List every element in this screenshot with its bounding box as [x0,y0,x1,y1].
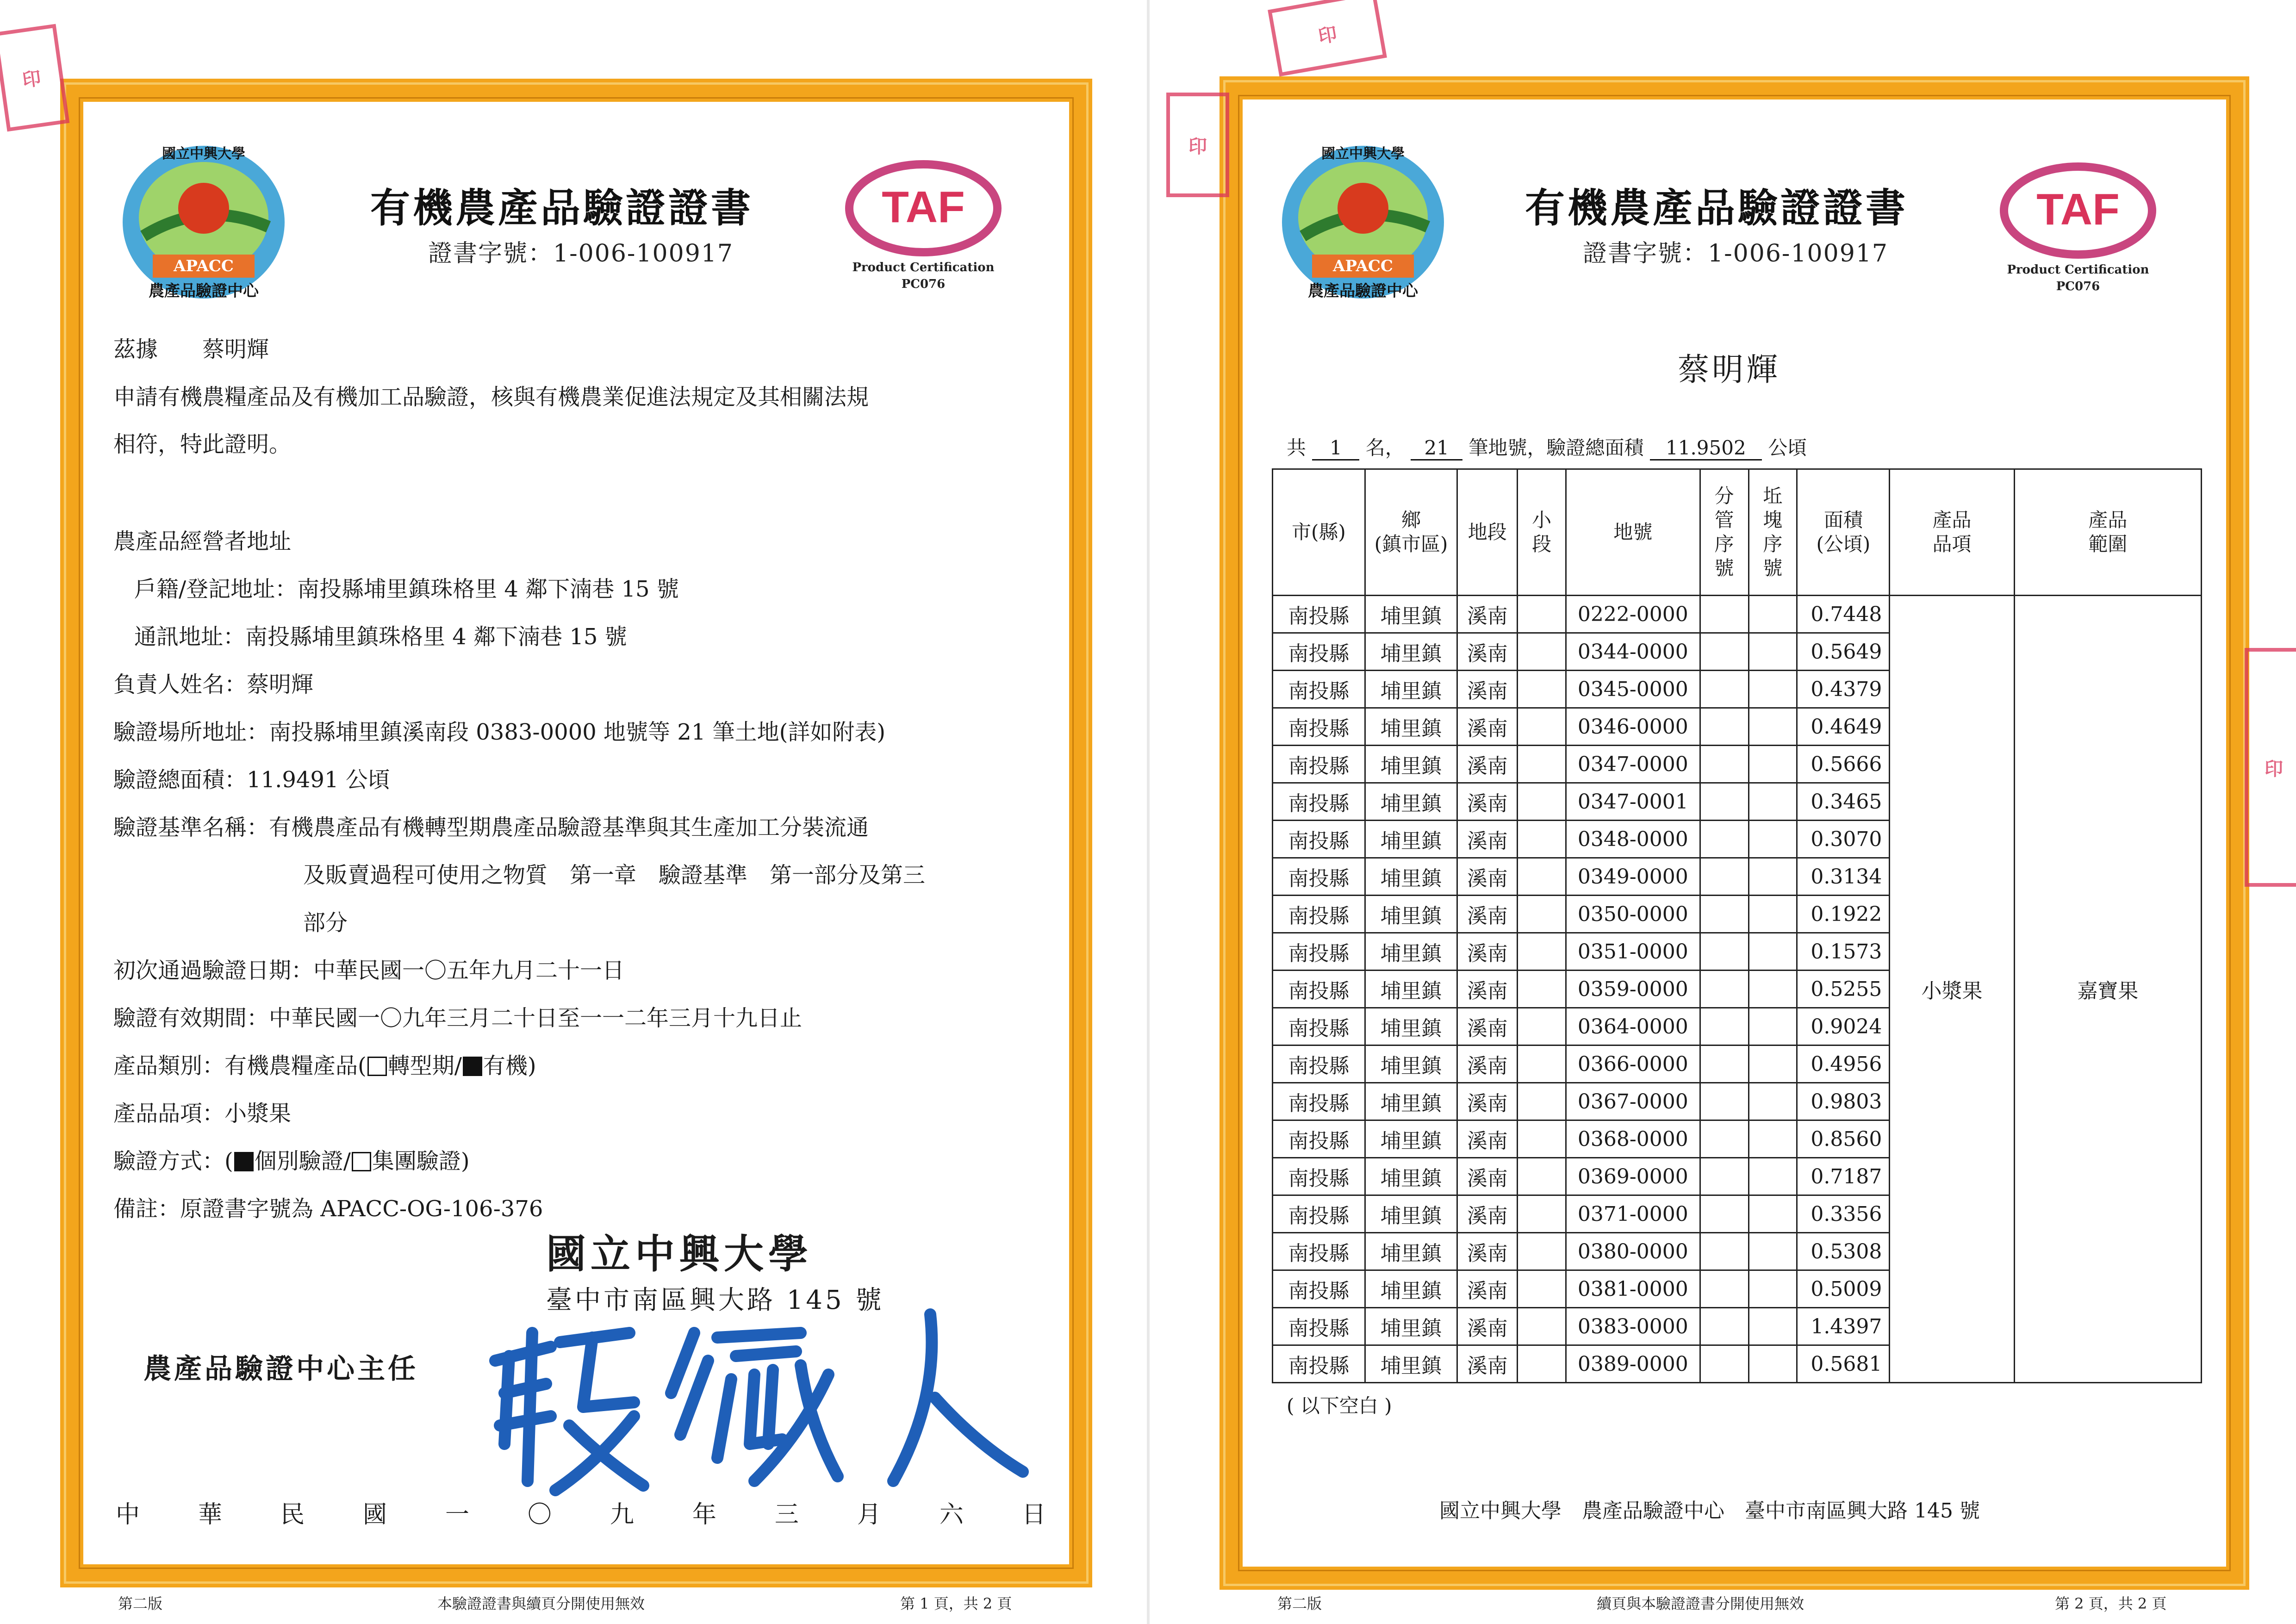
validity-period: 驗證有效期間：中華民國一〇九年三月二十日至一一二年三月十九日止 [113,1005,803,1031]
summary-unit: 公頃 [1768,436,1807,459]
date-char: 華 [198,1501,222,1529]
cell-lot-number: 0351-0000 [1566,933,1700,971]
cell-managed-seq [1700,1158,1748,1195]
date-char: 月 [857,1501,881,1529]
cell-plot-seq [1748,596,1797,633]
cell-area: 0.8560 [1797,1120,1890,1158]
logo-bottom-text: 農產品驗證中心 [1308,282,1418,300]
cell-county: 南投縣 [1273,596,1365,633]
cell-area: 0.1922 [1797,896,1890,933]
cell-section: 溪南 [1457,1195,1518,1233]
cell-managed-seq [1700,1120,1748,1158]
cell-township: 埔里鎮 [1365,1008,1457,1045]
certificate-title: 有機農產品驗證證書 [1525,185,1908,231]
summary-plots-label: 筆地號，驗證總面積 [1468,436,1644,459]
table-row [1273,596,2202,633]
date-char: 〇 [527,1501,552,1529]
cell-subsection [1518,971,1566,1008]
cell-township: 埔里鎮 [1365,746,1457,783]
cell-area: 0.5308 [1797,1233,1890,1270]
cell-county: 南投縣 [1273,1158,1365,1195]
cell-area: 0.5681 [1797,1345,1890,1383]
center-address-line: 國立中興大學 農產品驗證中心 臺中市南區興大路 145 號 [1439,1499,1980,1523]
cell-township: 埔里鎮 [1365,1158,1457,1195]
cell-lot-number: 0367-0000 [1566,1083,1700,1120]
plot-summary [1287,433,1807,460]
taf-badge-icon [1999,160,2157,261]
cell-subsection [1518,1308,1566,1345]
cell-section: 溪南 [1457,1270,1518,1308]
cell-plot-seq [1748,1195,1797,1233]
cell-lot-number: 0346-0000 [1566,708,1700,746]
cell-area: 0.5255 [1797,971,1890,1008]
col-township: 鄉 (鎮市區) [1365,469,1457,596]
taf-accreditation-mark [1995,160,2161,293]
cell-township: 埔里鎮 [1365,821,1457,858]
date-char: 三 [774,1501,799,1529]
cell-plot-seq [1748,746,1797,783]
cell-subsection [1518,896,1566,933]
red-seal-stamp: 印 [1268,0,1387,76]
applicant-line: 茲據 蔡明輝 [113,336,269,362]
checkbox-transition-unchecked [367,1057,387,1076]
apacc-logo [1275,139,1451,305]
plot-table-body [1273,596,2202,1383]
cell-lot-number: 0389-0000 [1566,1345,1700,1383]
standard-name-3: 部分 [303,910,348,936]
cell-managed-seq [1700,896,1748,933]
taf-caption-2: PC076 [2056,280,2100,293]
certificate-number: 證書字號：1-006-100917 [1583,240,1888,268]
logo-band-text: APACC [1333,257,1393,275]
option-individual: 個別驗證/ [254,1148,351,1174]
cell-area: 0.3465 [1797,783,1890,821]
cell-plot-seq [1748,821,1797,858]
cell-section: 溪南 [1457,1120,1518,1158]
cell-subsection [1518,1008,1566,1045]
taf-badge-icon [845,157,1002,259]
cell-product-scope: 嘉寶果 [2014,596,2201,1383]
certified-total-area: 11.9502 [1650,436,1762,460]
site-address: 驗證場所地址：南投縣埔里鎮溪南段 0383-0000 地號等 21 筆土地(詳如附表) [113,719,886,745]
option-organic: 有機) [483,1053,536,1079]
cell-section: 溪南 [1457,783,1518,821]
cell-managed-seq [1700,1008,1748,1045]
cell-section: 溪南 [1457,1045,1518,1083]
cell-township: 埔里鎮 [1365,1233,1457,1270]
cell-subsection [1518,821,1566,858]
cell-township: 埔里鎮 [1365,971,1457,1008]
usage-note: 本驗證證書與續頁分開使用無效 [437,1595,645,1612]
cell-township: 埔里鎮 [1365,1345,1457,1383]
cell-county: 南投縣 [1273,1345,1365,1383]
date-char: 一 [445,1501,469,1529]
summary-prefix: 共 [1287,436,1307,459]
checkbox-organic-checked [463,1057,482,1076]
edition-label: 第二版 [1277,1595,1322,1612]
product-item: 產品品項：小漿果 [113,1101,292,1126]
method-label: 驗證方式：( [113,1148,233,1174]
cell-county: 南投縣 [1273,746,1365,783]
product-category-label: 產品類別：有機農糧產品( [113,1053,367,1079]
cell-area: 0.9803 [1797,1083,1890,1120]
cell-county: 南投縣 [1273,1233,1365,1270]
cell-managed-seq [1700,1045,1748,1083]
mailing-address: 通訊地址：南投縣埔里鎮珠格里 4 鄰下湳巷 15 號 [134,624,627,650]
cell-lot-number: 0368-0000 [1566,1120,1700,1158]
cell-area: 0.9024 [1797,1008,1890,1045]
cell-area: 0.7448 [1797,596,1890,633]
plot-count: 21 [1411,436,1462,460]
cell-section: 溪南 [1457,858,1518,896]
cell-lot-number: 0359-0000 [1566,971,1700,1008]
cell-subsection [1518,746,1566,783]
cell-county: 南投縣 [1273,821,1365,858]
first-certification-date: 初次通過驗證日期：中華民國一〇五年九月二十一日 [113,958,625,983]
page-indicator: 第 2 頁，共 2 頁 [2055,1595,2167,1612]
cell-section: 溪南 [1457,1158,1518,1195]
cell-lot-number: 0349-0000 [1566,858,1700,896]
person-count: 1 [1312,436,1359,460]
cell-managed-seq [1700,1083,1748,1120]
cell-plot-seq [1748,633,1797,671]
cell-section: 溪南 [1457,1345,1518,1383]
cell-area: 0.7187 [1797,1158,1890,1195]
logo-top-text: 國立中興大學 [1321,146,1405,162]
taf-caption-1: Product Certification [2007,263,2149,277]
col-county: 市(縣) [1273,469,1365,596]
cell-county: 南投縣 [1273,1195,1365,1233]
cell-plot-seq [1748,671,1797,708]
cell-section: 溪南 [1457,633,1518,671]
cell-plot-seq [1748,1045,1797,1083]
checkbox-group-unchecked [352,1152,371,1171]
cell-county: 南投縣 [1273,671,1365,708]
issuer-name: 國立中興大學 [546,1231,813,1277]
apacc-logo [116,139,292,305]
cell-section: 溪南 [1457,708,1518,746]
cell-lot-number: 0345-0000 [1566,671,1700,708]
cell-managed-seq [1700,596,1748,633]
cell-area: 0.1573 [1797,933,1890,971]
cell-managed-seq [1700,1195,1748,1233]
logo-band-text: APACC [174,257,234,275]
issue-date-row [116,1495,1046,1530]
cell-managed-seq [1700,933,1748,971]
cell-managed-seq [1700,1233,1748,1270]
cell-plot-seq [1748,1270,1797,1308]
cell-township: 埔里鎮 [1365,1120,1457,1158]
cell-section: 溪南 [1457,971,1518,1008]
cell-area: 0.3356 [1797,1195,1890,1233]
cell-township: 埔里鎮 [1365,633,1457,671]
cell-plot-seq [1748,1158,1797,1195]
cell-county: 南投縣 [1273,971,1365,1008]
cell-section: 溪南 [1457,746,1518,783]
cell-township: 埔里鎮 [1365,1195,1457,1233]
cell-managed-seq [1700,633,1748,671]
cell-section: 溪南 [1457,671,1518,708]
date-char: 中 [116,1501,140,1529]
summary-persons-label: 名， [1365,436,1405,459]
cell-county: 南投縣 [1273,1270,1365,1308]
certificate-title: 有機農產品驗證證書 [370,185,753,231]
cell-subsection [1518,933,1566,971]
cell-lot-number: 0380-0000 [1566,1233,1700,1270]
certificate-number: 證書字號：1-006-100917 [428,240,734,268]
cell-area: 0.5649 [1797,633,1890,671]
cell-township: 埔里鎮 [1365,1083,1457,1120]
cell-township: 埔里鎮 [1365,858,1457,896]
cell-area: 0.3134 [1797,858,1890,896]
cell-plot-seq [1748,858,1797,896]
responsible-person: 負責人姓名：蔡明輝 [113,672,314,697]
cell-subsection [1518,1233,1566,1270]
cell-area: 0.4379 [1797,671,1890,708]
cell-plot-seq [1748,1008,1797,1045]
cell-lot-number: 0364-0000 [1566,1008,1700,1045]
cell-lot-number: 0383-0000 [1566,1308,1700,1345]
col-managed-seq: 分管序號 [1700,469,1748,596]
col-plot-seq: 坵塊序號 [1748,469,1797,596]
date-char: 國 [362,1501,387,1529]
cell-subsection [1518,1120,1566,1158]
cell-section: 溪南 [1457,896,1518,933]
taf-caption-2: PC076 [901,277,946,291]
cell-lot-number: 0369-0000 [1566,1158,1700,1195]
cell-managed-seq [1700,783,1748,821]
usage-note: 續頁與本驗證證書分開使用無效 [1597,1595,1804,1612]
taf-badge-text: TAF [882,182,965,232]
cell-plot-seq [1748,933,1797,971]
cell-area: 1.4397 [1797,1308,1890,1345]
cell-managed-seq [1700,821,1748,858]
cell-county: 南投縣 [1273,783,1365,821]
table-header-row [1273,469,2202,596]
date-char: 年 [692,1501,716,1529]
statement-line-2: 相符，特此證明。 [113,431,292,457]
checkbox-individual-checked [234,1152,254,1171]
issuer-address: 臺中市南區興大路 145 號 [546,1285,884,1315]
cell-county: 南投縣 [1273,933,1365,971]
cell-section: 溪南 [1457,1008,1518,1045]
edition-label: 第二版 [118,1595,163,1612]
red-seal-stamp: 印 [1166,93,1229,197]
cell-subsection [1518,1045,1566,1083]
date-char: 民 [280,1501,305,1529]
option-group: 集團驗證) [372,1148,470,1174]
certified-person-name: 蔡明輝 [1678,352,1781,388]
cell-township: 埔里鎮 [1365,1270,1457,1308]
director-title: 農產品驗證中心主任 [143,1353,418,1385]
cell-lot-number: 0347-0001 [1566,783,1700,821]
cell-lot-number: 0350-0000 [1566,896,1700,933]
cell-plot-seq [1748,896,1797,933]
cell-managed-seq [1700,746,1748,783]
standard-name-2: 及販賣過程可使用之物質 第一章 驗證基準 第一部分及第三 [303,862,926,888]
cell-area: 0.4649 [1797,708,1890,746]
cell-lot-number: 0348-0000 [1566,821,1700,858]
logo-bottom-text: 農產品驗證中心 [149,282,259,300]
taf-caption-1: Product Certification [852,261,995,274]
address-heading: 農產品經營者地址 [113,529,292,554]
cell-subsection [1518,633,1566,671]
cell-section: 溪南 [1457,1083,1518,1120]
red-seal-stamp: 印 [2245,648,2296,887]
cell-subsection [1518,708,1566,746]
cell-township: 埔里鎮 [1365,671,1457,708]
col-subsection: 小段 [1518,469,1566,596]
plot-table [1272,468,2202,1383]
cell-lot-number: 0344-0000 [1566,633,1700,671]
cell-section: 溪南 [1457,821,1518,858]
cell-section: 溪南 [1457,933,1518,971]
cell-township: 埔里鎮 [1365,1045,1457,1083]
director-signature [477,1305,1032,1500]
cell-lot-number: 0347-0000 [1566,746,1700,783]
taf-accreditation-mark [840,157,1007,291]
remark: 備註：原證書字號為 APACC-OG-106-376 [113,1196,543,1222]
cell-plot-seq [1748,783,1797,821]
statement-line-1: 申請有機農糧產品及有機加工品驗證，核與有機農業促進法規定及其相關法規 [113,384,869,410]
col-area: 面積 (公頃) [1797,469,1890,596]
cell-managed-seq [1700,858,1748,896]
cell-county: 南投縣 [1273,633,1365,671]
col-product-scope: 產品 範圍 [2014,469,2201,596]
cell-managed-seq [1700,971,1748,1008]
cell-county: 南投縣 [1273,858,1365,896]
cell-area: 0.3070 [1797,821,1890,858]
cell-lot-number: 0381-0000 [1566,1270,1700,1308]
col-section: 地段 [1457,469,1518,596]
cell-subsection [1518,858,1566,896]
col-lot-number: 地號 [1566,469,1700,596]
cell-lot-number: 0366-0000 [1566,1045,1700,1083]
cell-township: 埔里鎮 [1365,783,1457,821]
cell-subsection [1518,1158,1566,1195]
cell-managed-seq [1700,1308,1748,1345]
date-char: 九 [610,1501,634,1529]
cell-subsection [1518,1195,1566,1233]
cell-county: 南投縣 [1273,1083,1365,1120]
cell-section: 溪南 [1457,596,1518,633]
page-gap [1147,0,1150,1624]
blank-below-note: ( 以下空白 ) [1287,1394,1392,1417]
cell-township: 埔里鎮 [1365,596,1457,633]
cell-section: 溪南 [1457,1308,1518,1345]
cell-county: 南投縣 [1273,708,1365,746]
col-product-item: 產品 品項 [1890,469,2014,596]
certification-method [113,1147,470,1175]
cell-plot-seq [1748,1120,1797,1158]
taf-badge-text: TAF [2036,185,2120,234]
cell-area: 0.5009 [1797,1270,1890,1308]
cell-township: 埔里鎮 [1365,896,1457,933]
date-char: 日 [1021,1501,1046,1529]
cell-area: 0.5666 [1797,746,1890,783]
registered-address: 戶籍/登記地址：南投縣埔里鎮珠格里 4 鄰下湳巷 15 號 [134,576,679,602]
cell-county: 南投縣 [1273,1308,1365,1345]
cell-county: 南投縣 [1273,1045,1365,1083]
cell-subsection [1518,1345,1566,1383]
cell-plot-seq [1748,1083,1797,1120]
cell-product-item: 小漿果 [1890,596,2014,1383]
cell-managed-seq [1700,1270,1748,1308]
cell-subsection [1518,783,1566,821]
cell-area: 0.4956 [1797,1045,1890,1083]
cell-plot-seq [1748,1345,1797,1383]
product-category [113,1052,536,1080]
standard-name-1: 驗證基準名稱：有機農產品有機轉型期農產品驗證基準與其生產加工分裝流通 [113,815,869,840]
cell-subsection [1518,596,1566,633]
cell-lot-number: 0222-0000 [1566,596,1700,633]
cell-plot-seq [1748,1308,1797,1345]
cell-township: 埔里鎮 [1365,1308,1457,1345]
cell-managed-seq [1700,671,1748,708]
cell-county: 南投縣 [1273,896,1365,933]
certificate-page-1 [0,0,1143,1624]
logo-top-text: 國立中興大學 [162,146,245,162]
page-indicator: 第 1 頁，共 2 頁 [900,1595,1012,1612]
cell-managed-seq [1700,1345,1748,1383]
red-seal-stamp: 印 [0,24,69,132]
cell-county: 南投縣 [1273,1120,1365,1158]
cell-section: 溪南 [1457,1233,1518,1270]
cell-township: 埔里鎮 [1365,708,1457,746]
cell-plot-seq [1748,971,1797,1008]
total-area: 驗證總面積：11.9491 公頃 [113,767,390,793]
cell-plot-seq [1748,1233,1797,1270]
cell-subsection [1518,671,1566,708]
cell-plot-seq [1748,708,1797,746]
cell-managed-seq [1700,708,1748,746]
cell-subsection [1518,1270,1566,1308]
option-transition: 轉型期/ [387,1053,462,1079]
cell-lot-number: 0371-0000 [1566,1195,1700,1233]
date-char: 六 [939,1501,964,1529]
cell-subsection [1518,1083,1566,1120]
cell-county: 南投縣 [1273,1008,1365,1045]
cell-township: 埔里鎮 [1365,933,1457,971]
